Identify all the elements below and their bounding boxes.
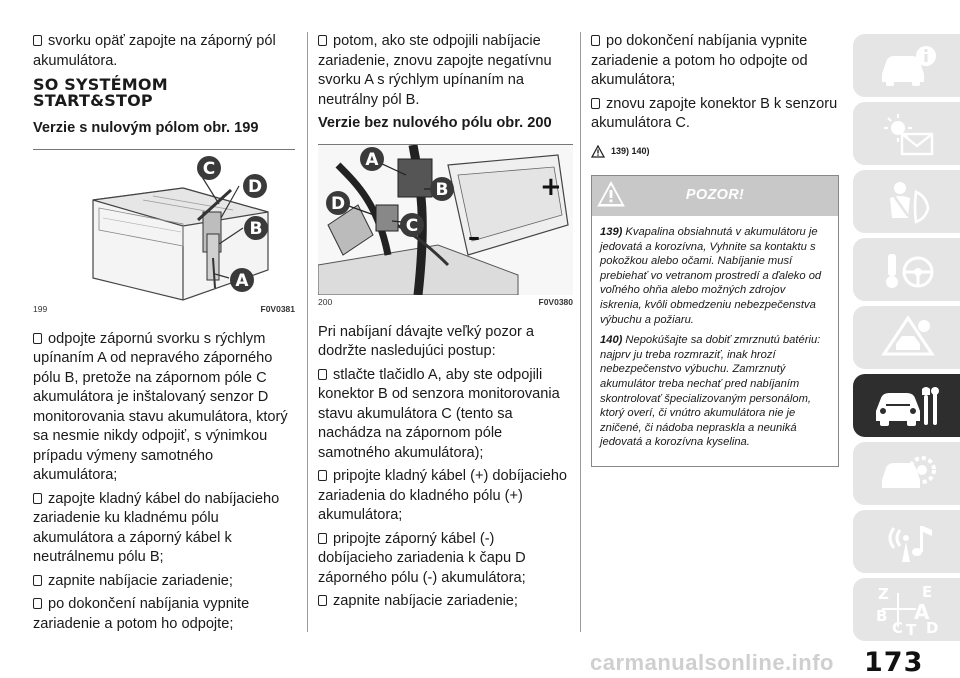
bullet-text: po dokončení nabíjania vypnite zariadenie a potom ho odpojte od akumulátora; (591, 33, 808, 88)
warning-triangle-icon (596, 180, 626, 208)
svg-text:C: C (405, 215, 419, 236)
checkbox-bullet-icon (318, 369, 327, 380)
column-divider (307, 32, 308, 632)
figure-number: 200 (318, 296, 333, 307)
figure-199 (33, 149, 295, 314)
checkbox-bullet-icon (318, 470, 327, 481)
checkbox-bullet-icon (591, 35, 600, 46)
warning-references (591, 142, 841, 162)
warning-title: POZOR! (685, 187, 745, 204)
svg-text:B: B (435, 179, 449, 200)
label-d (326, 191, 350, 215)
label-b (430, 177, 454, 201)
svg-text:B: B (875, 606, 887, 625)
tab-index[interactable] (853, 578, 960, 641)
technical-data-icon (876, 450, 938, 498)
warning-item (600, 333, 830, 450)
warning-item-text: Nepokúšajte sa dobiť zmrznutú batériu: najprv ju treba rozmraziť, inak hrozí nebezpečenstvo výbuchu. Zamrznutý akumulátor treba nechať pred nabíjaním skontrolovať špecializovaným personálom, ktorý overí, či vnútro akumulátora nie je zničené, či nádoba nepraskla a neuniká jedovatá a korozívna kyselina. (600, 334, 821, 449)
page-number: 173 (864, 647, 924, 678)
section-title-line-2: START&STOP (33, 91, 153, 110)
bullet-text: znovu zapojte konektor B k senzoru akumulátora C. (591, 95, 838, 131)
paragraph (591, 32, 841, 91)
paragraph (318, 592, 573, 612)
multimedia-icon (876, 518, 938, 566)
bullet-text: pripojte kladný kábel (+) dobíjacieho zariadenia do kladného pólu (+) akumulátora; (318, 468, 568, 523)
svg-text:D: D (330, 193, 346, 214)
tab-warning-lights[interactable] (853, 102, 960, 165)
figure-200 (318, 144, 573, 307)
figure-caption (33, 302, 295, 314)
checkbox-bullet-icon (33, 333, 42, 344)
paragraph (33, 32, 295, 71)
checkbox-bullet-icon (318, 595, 327, 606)
subheading: Verzie s nulovým pólom obr. 199 (33, 120, 259, 136)
bullet-text: pripojte záporný kábel (-) dobíjacieho zariadenia k čapu D záporného pólu (-) akumulátora; (318, 530, 526, 586)
label-b (244, 216, 268, 240)
tab-starting-driving[interactable] (853, 238, 960, 301)
svg-text:C: C (202, 158, 216, 179)
intro-paragraph: Pri nabíjaní dávajte veľký pozor a dodržte nasledujúci postup: (318, 323, 534, 359)
index-icon (872, 583, 942, 637)
bullet-text: zapnite nabíjacie zariadenie; (48, 572, 233, 589)
tab-car-maintenance[interactable] (853, 374, 960, 437)
safety-icon (876, 178, 938, 226)
column-3 (591, 32, 841, 467)
figure-number: 199 (33, 303, 48, 314)
figure-caption (318, 295, 573, 307)
chapter-tabs (853, 34, 960, 646)
subheading: Verzie bez nulového pólu obr. 200 (318, 115, 552, 131)
tab-technical-data[interactable] (853, 442, 960, 505)
watermark: carmanualsonline.info (590, 650, 834, 675)
label-a (230, 268, 254, 292)
section-title-line-1: SO SYSTÉMOM (33, 75, 168, 94)
svg-text:D: D (925, 618, 938, 637)
warning-box (591, 175, 839, 467)
figure-code: F0V0380 (538, 296, 573, 307)
svg-text:D: D (247, 176, 263, 197)
paragraph (318, 366, 573, 464)
warning-item-text: Kvapalina obsiahnutá v akumulátoru je jedovatá a korozívna, Vyhnite sa kontaktu s pokožkou alebo očami. Nabíjanie musí prebiehať vo vetranom prostredí a ďaleko od voľného ohňa alebo možných zdrojov iskrenia, kvôli obmedzeniu nebezpečenstva výbuchu a požiaru. (600, 226, 822, 326)
tab-emergency[interactable] (853, 306, 960, 369)
plus-sign: + (540, 171, 562, 202)
checkbox-bullet-icon (33, 598, 42, 609)
tab-car-info[interactable] (853, 34, 960, 97)
warning-triangle-icon (591, 145, 605, 158)
column-divider (580, 32, 581, 632)
car-info-icon (876, 44, 938, 88)
starting-driving-icon (876, 246, 938, 294)
label-c (197, 156, 221, 180)
label-d (243, 174, 267, 198)
bullet-text: zapnite nabíjacie zariadenie; (333, 593, 518, 609)
svg-text:A: A (235, 270, 249, 291)
paragraph (318, 32, 573, 110)
svg-text:E: E (921, 582, 932, 601)
checkbox-bullet-icon (33, 575, 42, 586)
paragraph (318, 530, 573, 589)
bullet-text: potom, ako ste odpojili nabíjacie zariadenie, znovu zapojte negatívnu svorku A s rýchlym upínaním na neutrálny pól B. (318, 33, 552, 108)
paragraph (318, 467, 573, 526)
svg-text:Z: Z (877, 584, 889, 603)
warning-item-number: 139) (600, 226, 623, 238)
warning-body (592, 216, 838, 466)
checkbox-bullet-icon (318, 533, 327, 544)
battery-illustration-200 (318, 145, 573, 295)
warning-header (592, 176, 838, 216)
svg-text:B: B (249, 218, 263, 239)
warning-item (600, 225, 830, 327)
bullet-text: stlačte tlačidlo A, aby ste odpojili konektor B od senzora monitorovania stavu akumulátora C (tento sa nachádza na zápornom póle samotného akumulátora); (318, 366, 560, 461)
bullet-text: odpojte zápornú svorku s rýchlym upínaním A od nepravého záporného pólu B, pretože na zápornom póle C akumulátora je inštalovaný senzor D monitorovania stavu akumulátora, ktorý sa nesmie nikdy odpojiť, s výnimkou prípadu výmeny samotného akumulátora; (33, 330, 288, 483)
svg-text:T: T (905, 620, 916, 637)
svg-text:C: C (891, 618, 903, 637)
paragraph (33, 330, 295, 486)
paragraph (33, 572, 295, 592)
column-2 (318, 32, 573, 616)
paragraph (591, 95, 841, 134)
warning-item-number: 140) (600, 334, 623, 347)
section-title (33, 77, 295, 109)
figure-code: F0V0381 (260, 303, 295, 314)
minus-sign: – (468, 222, 480, 251)
warning-lights-icon (876, 110, 938, 158)
svg-text:A: A (913, 599, 929, 624)
checkbox-bullet-icon (591, 98, 600, 109)
label-c (400, 213, 424, 237)
tab-multimedia[interactable] (853, 510, 960, 573)
checkbox-bullet-icon (318, 35, 327, 46)
svg-text:A: A (365, 149, 379, 170)
paragraph (33, 490, 295, 568)
column-1 (33, 32, 295, 638)
battery-illustration-199 (33, 150, 295, 302)
car-maintenance-icon (872, 383, 942, 429)
bullet-text: po dokončení nabíjania vypnite zariadenie a potom ho odpojte; (33, 596, 250, 632)
intro-text: svorku opäť zapojte na záporný pól akumulátora. (33, 33, 276, 69)
checkbox-bullet-icon (33, 35, 42, 46)
checkbox-bullet-icon (33, 493, 42, 504)
bullet-text: zapojte kladný kábel do nabíjacieho zariadenie ku kladnému pólu akumulátora a záporný kábel k neutrálnemu pólu B; (33, 490, 280, 565)
emergency-icon (876, 314, 938, 362)
label-a (360, 147, 384, 171)
paragraph (33, 595, 295, 634)
reference-numbers: 139) 140) (611, 145, 650, 156)
tab-safety[interactable] (853, 170, 960, 233)
